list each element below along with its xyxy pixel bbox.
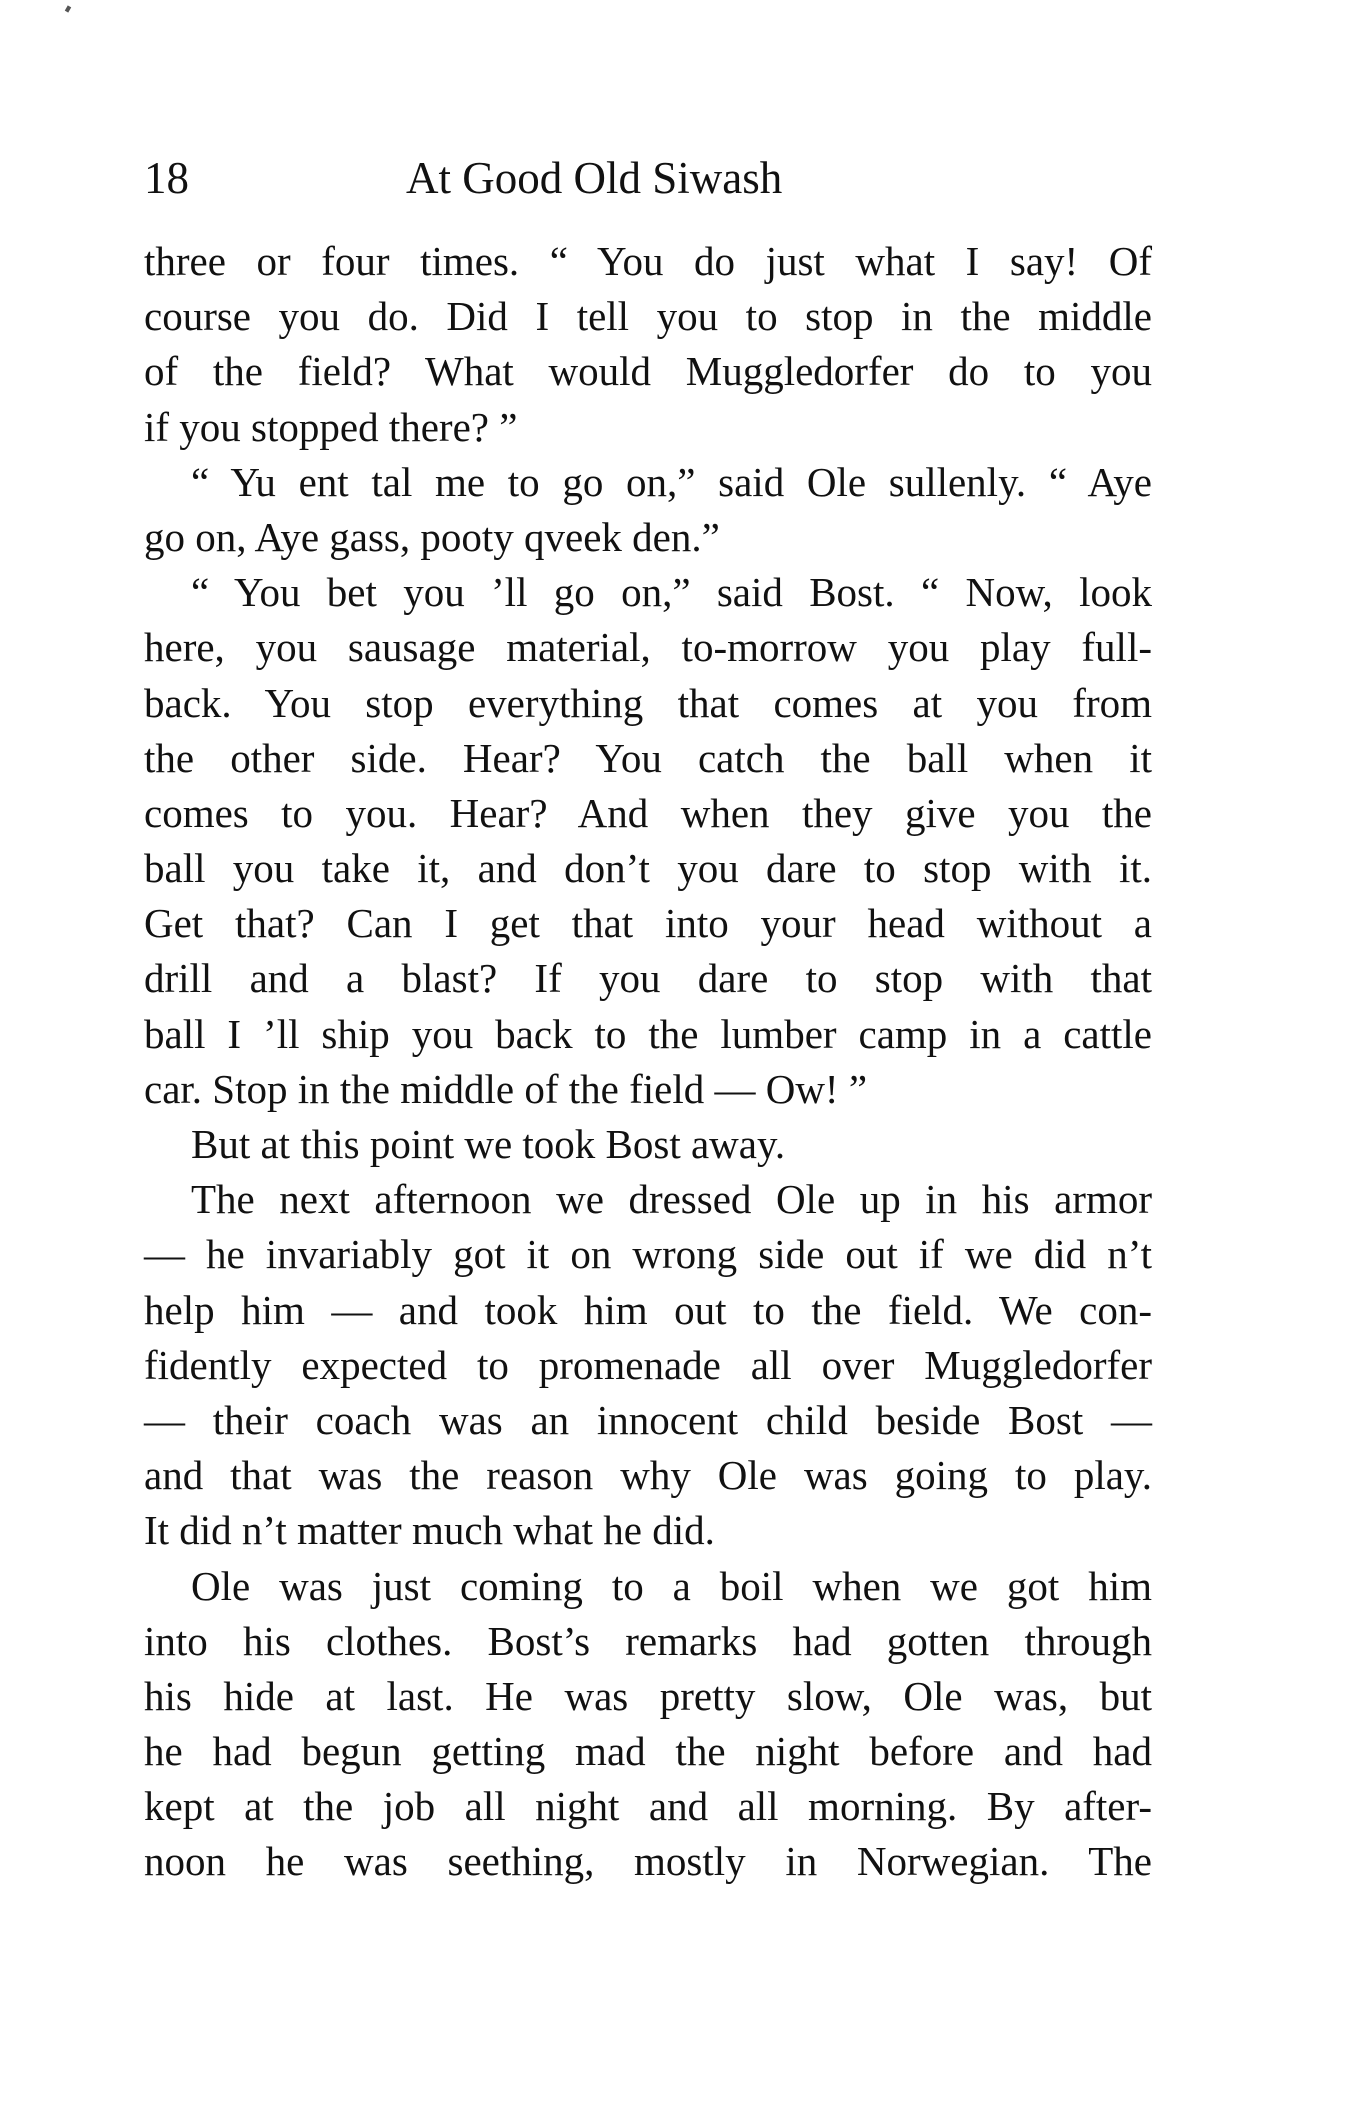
text-line: It did n’t matter much what he did. (144, 1507, 715, 1554)
text-line: help him — and took him out to the field. We con- (144, 1286, 1152, 1333)
text-line: three or four times. “ You do just what I say! Of (144, 238, 1152, 284)
text-line: Ole was just coming to a boil when we got him (191, 1562, 1152, 1609)
text-line: Get that? Can I get that into your head without a (144, 900, 1152, 947)
text-line: But at this point we took Bost away. (191, 1121, 786, 1167)
text-line: fidently expected to promenade all over Muggledorfer (144, 1341, 1152, 1388)
text-line: back. You stop everything that comes at you from (144, 679, 1152, 726)
text-line: go on, Aye gass, pooty qveek den.” (144, 513, 720, 560)
text-line: here, you sausage material, to-morrow you play full- (144, 624, 1152, 671)
text-line: course you do. Did I tell you to stop in the middle (144, 293, 1152, 340)
text-line: into his clothes. Bost’s remarks had gotten through (144, 1617, 1152, 1664)
scan-speck (65, 5, 71, 12)
text-line: ball I ’ll ship you back to the lumber camp in a cattle (144, 1010, 1152, 1057)
text-line: The next afternoon we dressed Ole up in his armor (191, 1176, 1152, 1223)
text-line: “ You bet you ’ll go on,” said Bost. “ Now, look (191, 569, 1152, 616)
text-line: if you stopped there? ” (144, 403, 518, 450)
text-line: “ Yu ent tal me to go on,” said Ole sullenly. “ Aye (191, 458, 1152, 505)
text-line: drill and a blast? If you dare to stop with that (144, 955, 1152, 1002)
text-line: kept at the job all night and all morning. By after- (144, 1783, 1152, 1830)
text-line: ball you take it, and don’t you dare to stop with it. (144, 845, 1152, 892)
running-title: At Good Old Siwash (406, 153, 783, 203)
text-line: of the field? What would Muggledorfer do to you (144, 348, 1152, 395)
text-line: noon he was seething, mostly in Norwegian. The (144, 1838, 1152, 1885)
body-text (144, 234, 1152, 1890)
text-line: — their coach was an innocent child beside Bost — (144, 1396, 1152, 1443)
page-header (144, 148, 1154, 208)
text-line: he had begun getting mad the night before and had (144, 1728, 1152, 1775)
text-line: his hide at last. He was pretty slow, Ole was, but (144, 1672, 1152, 1719)
text-line: the other side. Hear? You catch the ball when it (144, 734, 1152, 781)
text-line: comes to you. Hear? And when they give you the (144, 789, 1152, 836)
page-number: 18 (144, 153, 189, 203)
text-line: car. Stop in the middle of the field — Ow! ” (144, 1065, 868, 1112)
text-line: — he invariably got it on wrong side out if we did n’t (144, 1231, 1152, 1278)
text-line: and that was the reason why Ole was going to play. (144, 1452, 1152, 1499)
